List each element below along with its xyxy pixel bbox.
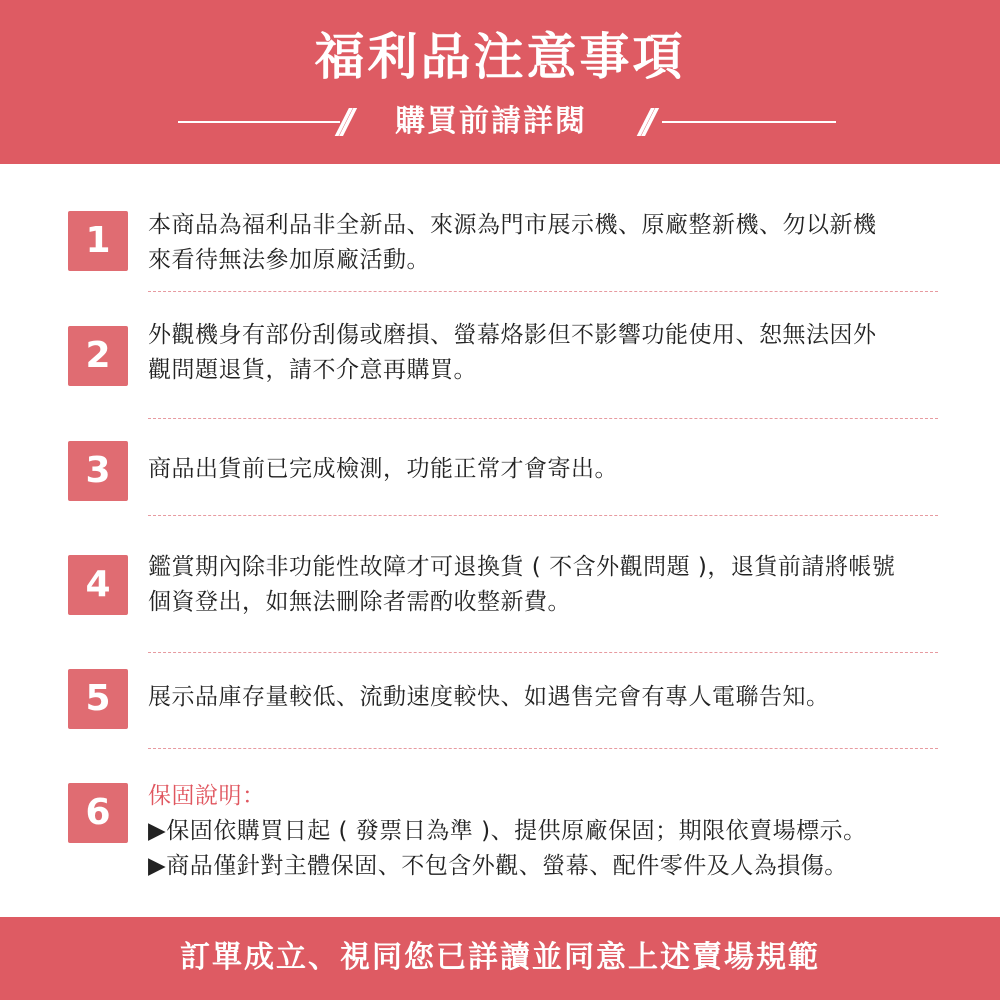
item-text <box>148 318 948 388</box>
dashed-separator <box>148 515 938 516</box>
item-text <box>148 452 948 487</box>
item-text <box>148 550 948 620</box>
item-text-line: 本商品為福利品非全新品、來源為門市展示機、原廠整新機、勿以新機 <box>148 212 877 238</box>
item-text-line: 來看待無法參加原廠活動。 <box>148 247 430 273</box>
item-text <box>148 680 948 715</box>
item-number-badge: 1 <box>68 211 128 271</box>
item-text <box>148 779 948 884</box>
page-title: 福利品注意事項 <box>314 28 686 86</box>
dashed-separator <box>148 652 938 653</box>
dashed-separator <box>148 748 938 749</box>
dashed-separator <box>148 291 938 292</box>
subtitle-right-slash: // <box>640 102 649 142</box>
item-text-line: 展示品庫存量較低、流動速度較快、如遇售完會有專人電聯告知。 <box>148 684 830 710</box>
item-number-badge: 2 <box>68 326 128 386</box>
subtitle-right-line <box>662 121 836 123</box>
item-text-line: 鑑賞期內除非功能性故障才可退換貨 ( 不含外觀問題 )，退貨前請將帳號 <box>148 554 896 580</box>
item-text-line: ▶保固依購買日起 ( 發票日為準 )、提供原廠保固；期限依賣場標示。 <box>148 818 867 844</box>
item-number-badge: 3 <box>68 441 128 501</box>
footer-notice: 訂單成立、視同您已詳讀並同意上述賣場規範 <box>180 940 820 975</box>
item-text-line: 商品出貨前已完成檢測，功能正常才會寄出。 <box>148 456 618 482</box>
item-text <box>148 208 948 278</box>
item-text-line: 觀問題退貨，請不介意再購買。 <box>148 357 477 383</box>
subtitle-left-line <box>178 121 340 123</box>
page-subtitle: 購買前請詳閱 <box>395 104 587 139</box>
dashed-separator <box>148 418 938 419</box>
footer-banner <box>0 917 1000 1000</box>
subtitle-row <box>0 96 1000 152</box>
item-number-badge: 6 <box>68 783 128 843</box>
header-banner <box>0 0 1000 164</box>
item-number-badge: 4 <box>68 555 128 615</box>
item-text-line: ▶商品僅針對主體保固、不包含外觀、螢幕、配件零件及人為損傷。 <box>148 853 848 879</box>
item-text-line: 個資登出，如無法刪除者需酌收整新費。 <box>148 589 571 615</box>
warranty-title: 保固說明： <box>148 783 266 809</box>
subtitle-left-slash: // <box>338 102 347 142</box>
item-number-badge: 5 <box>68 669 128 729</box>
item-text-line: 外觀機身有部份刮傷或磨損、螢幕烙影但不影響功能使用、恕無法因外 <box>148 322 877 348</box>
